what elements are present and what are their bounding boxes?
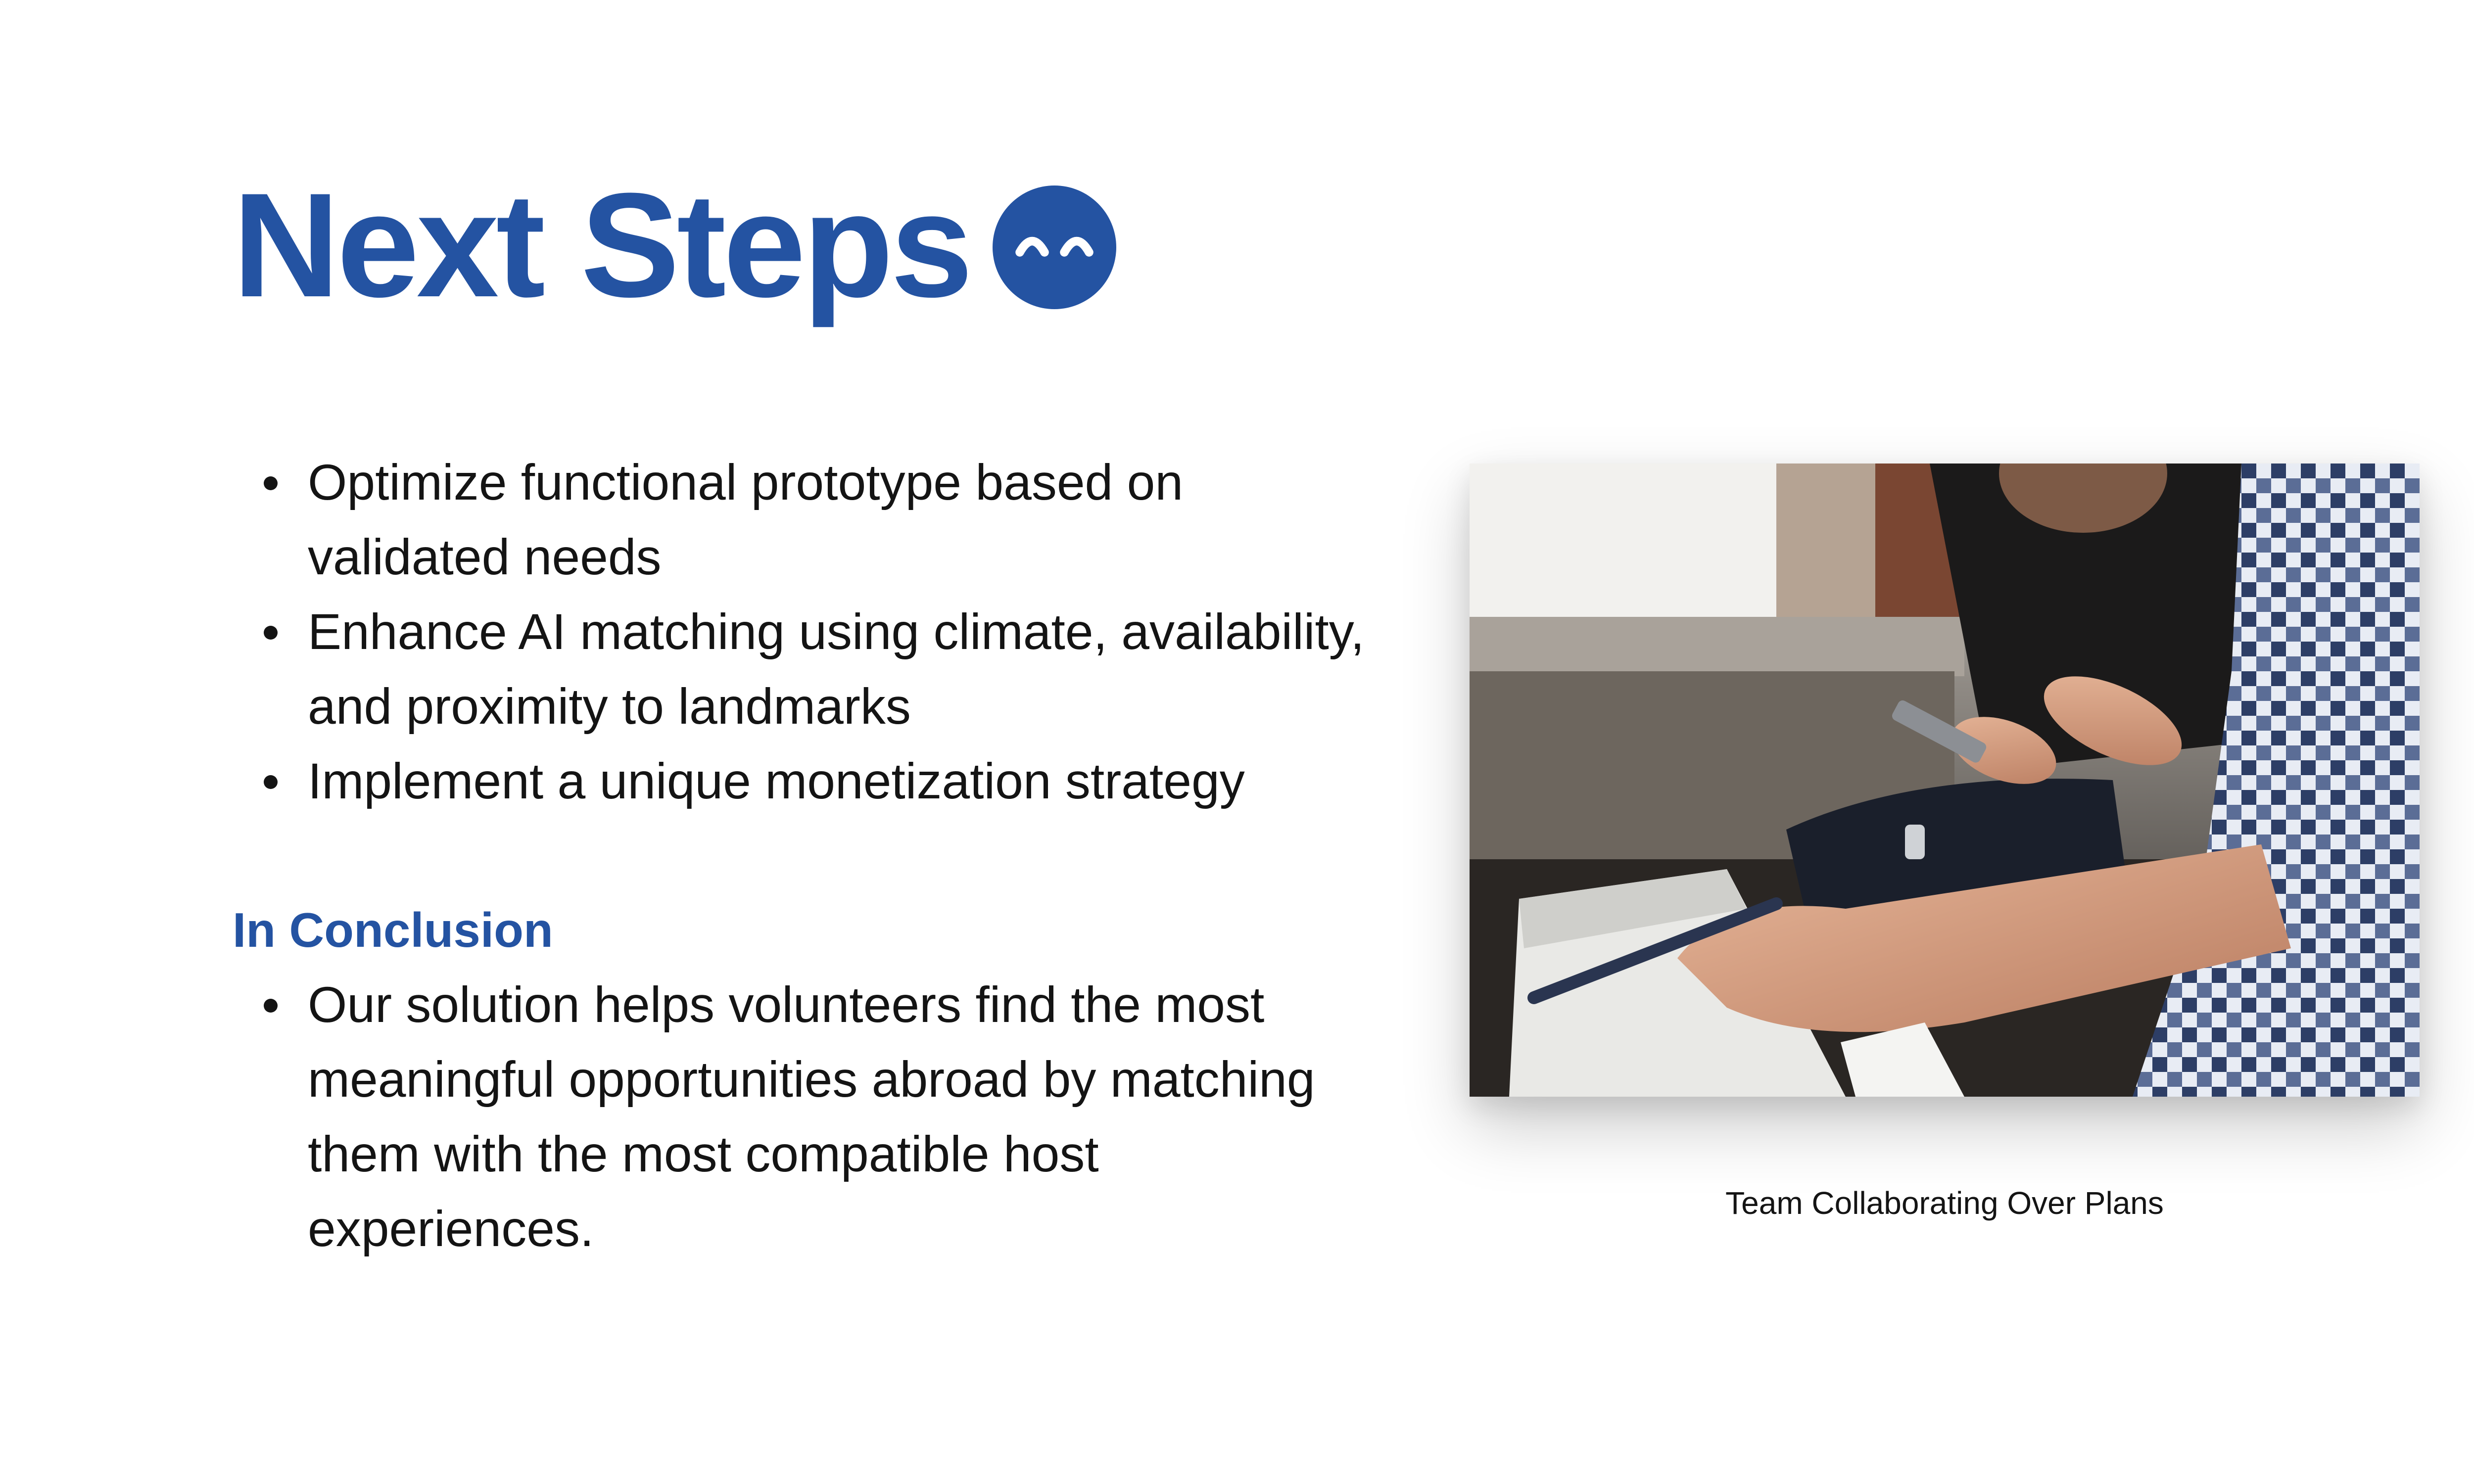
list-item: Our solution helps volunteers find the most meaningful opportunities abroad by matching them with the most compatible host experiences. <box>233 968 1371 1266</box>
smiling-face-icon <box>993 186 1116 309</box>
title-row <box>233 162 1116 328</box>
team-photo-illustration <box>1470 464 2420 1097</box>
list-item: Implement a unique monetization strategy <box>233 744 1371 819</box>
conclusion-list <box>233 968 1371 1266</box>
photo-caption: Team Collaborating Over Plans <box>1725 1185 2164 1221</box>
next-steps-list <box>233 445 1371 819</box>
conclusion-heading: In Conclusion <box>233 903 553 957</box>
list-item: Enhance AI matching using climate, availability, and proximity to landmarks <box>233 595 1371 744</box>
page-title: Next Steps <box>233 162 970 328</box>
team-photo <box>1470 464 2420 1097</box>
content-column <box>233 445 1371 1266</box>
list-item: Optimize functional prototype based on validated needs <box>233 445 1371 595</box>
